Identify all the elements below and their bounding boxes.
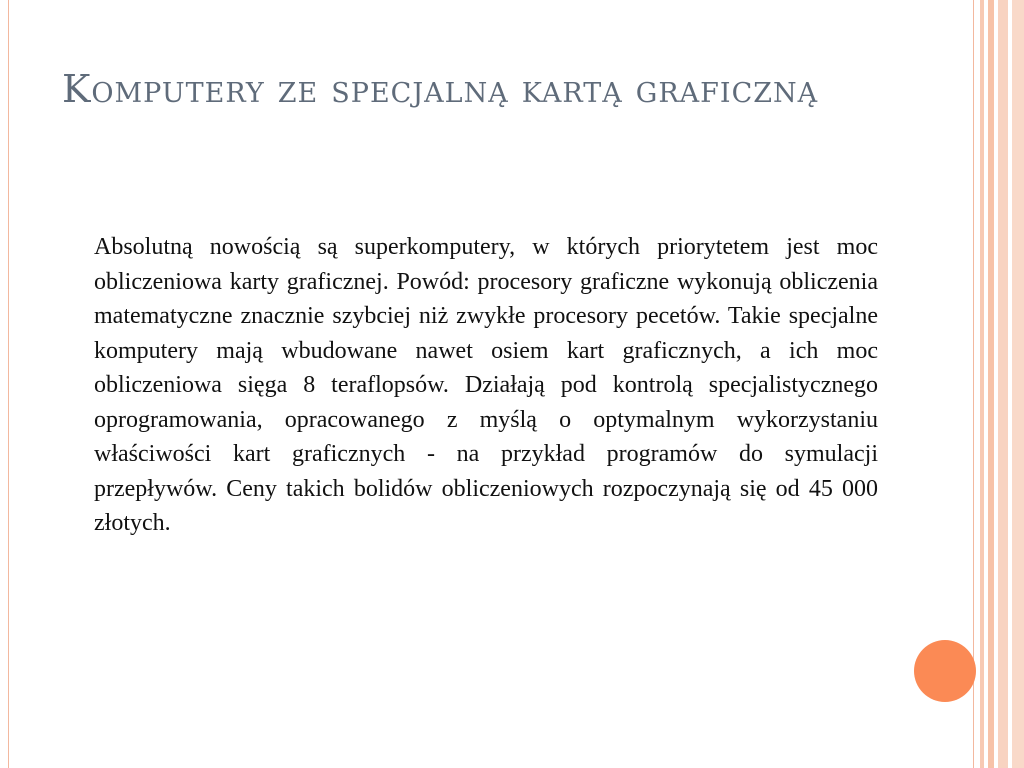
decorative-stripe [980, 0, 984, 768]
slide-body-text: Absolutną nowością są superkomputery, w których priorytetem jest moc obliczeniowa karty graficznej. Powód: procesory graficzne wykonują obliczenia matematyczne znacznie szybciej niż zwykłe procesory pecetów. Takie specjalne komputery mają wbudowane nawet osiem kart graficznych, a ich moc obliczeniowa sięga 8 teraflopsów. Działają pod kontrolą specjalistycznego oprogramowania, opracowanego z myślą o optymalnym wykorzystaniu właściwości kart graficznych - na przykład programów do symulacji przepływów. Ceny takich bolidów obliczeniowych rozpoczynają się od 45 000 złotych. [94, 234, 878, 536]
decorative-stripe [988, 0, 994, 768]
decorative-stripe [998, 0, 1008, 768]
slide-title: Komputery ze specjalną kartą graficzną [62, 67, 819, 111]
decorative-stripe [1012, 0, 1024, 768]
accent-circle-decoration [914, 640, 976, 702]
